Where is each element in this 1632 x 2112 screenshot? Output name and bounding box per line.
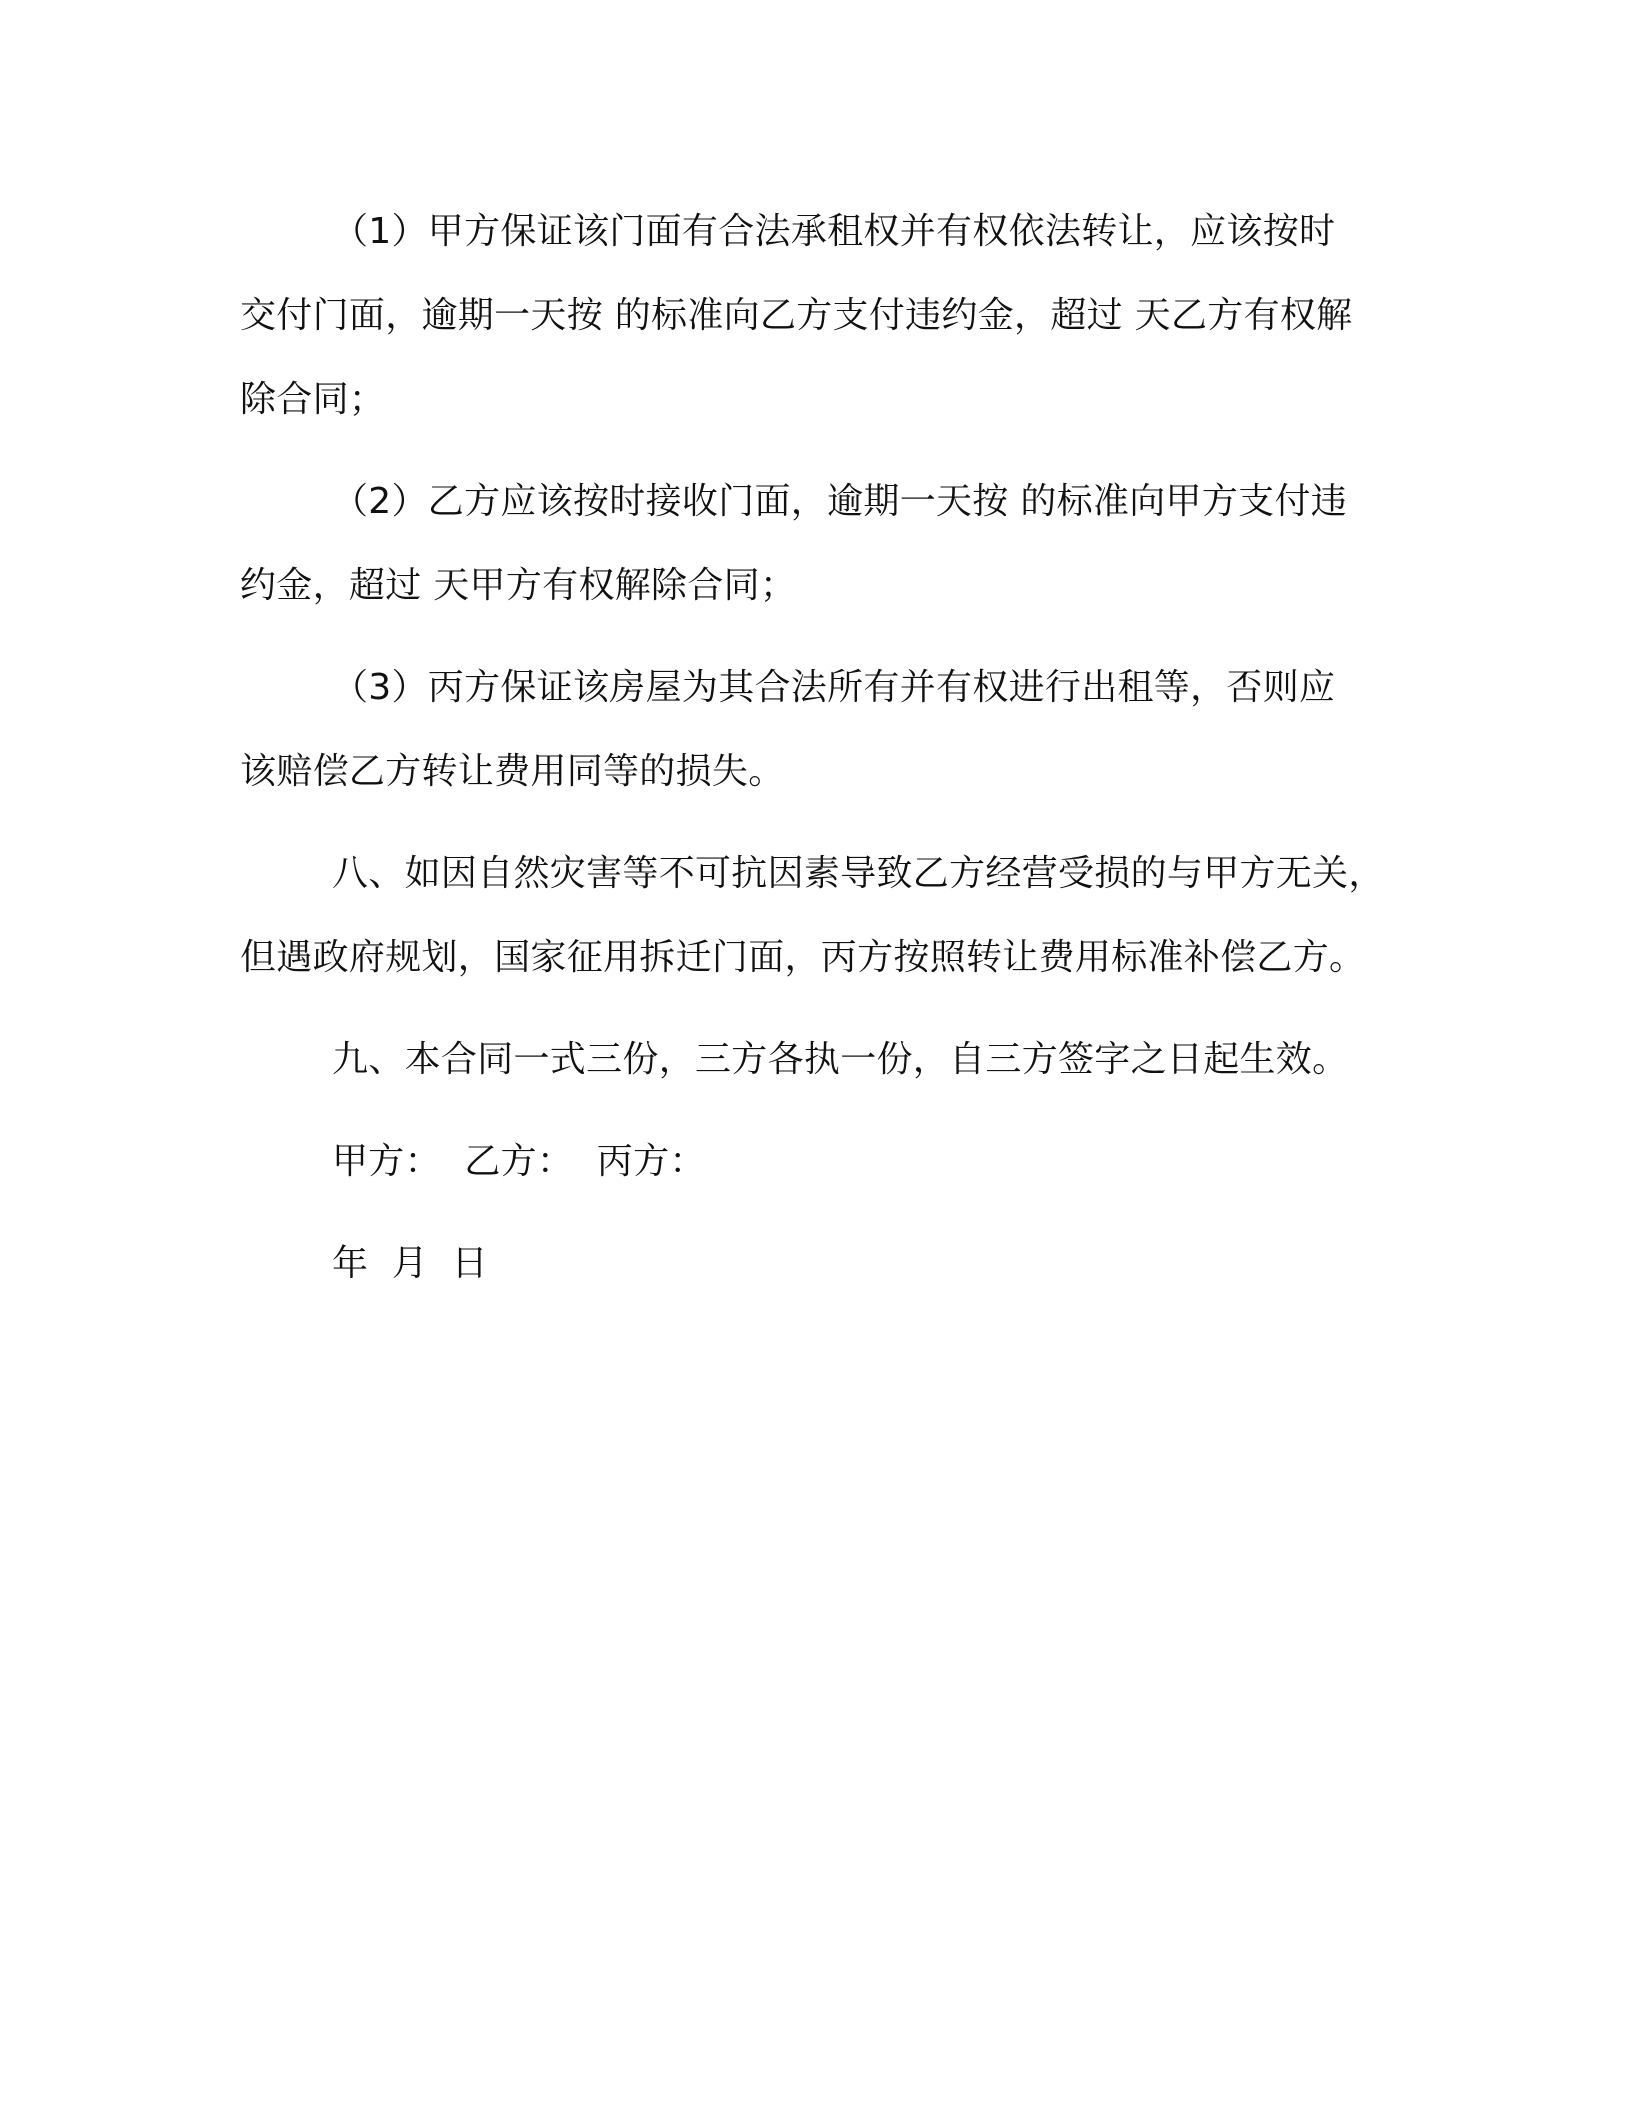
- clause-3: [240, 646, 1390, 814]
- clause-2-line-1: （2）乙方应该按时接收门面，逾期一天按 的标准向甲方支付违: [332, 481, 1348, 522]
- article-8: [240, 832, 1390, 1000]
- article-8-line-1: 八、如因自然灾害等不可抗因素导致乙方经营受损的与甲方无关，: [332, 853, 1385, 894]
- signature-parties: [240, 1120, 1390, 1204]
- clause-2-line-2: 约金，超过 天甲方有权解除合同；: [240, 565, 797, 606]
- signature-date: [240, 1222, 1390, 1306]
- article-8-line-2: 但遇政府规划，国家征用拆迁门面，丙方按照转让费用标准补偿乙方。: [240, 937, 1366, 978]
- clause-1-line-2: 交付门面，逾期一天按 的标准向乙方支付违约金，超过 天乙方有权解: [240, 295, 1353, 336]
- clause-1-line-1: （1）甲方保证该门面有合法承租权并有权依法转让，应该按时: [332, 211, 1336, 252]
- clause-3-line-2: 该赔偿乙方转让费用同等的损失。: [240, 751, 785, 792]
- article-9: [240, 1018, 1390, 1102]
- clause-1: [240, 190, 1390, 442]
- clause-3-line-1: （3）丙方保证该房屋为其合法所有并有权进行出租等，否则应: [332, 667, 1336, 708]
- clause-2: [240, 460, 1390, 628]
- clause-1-line-3: 除合同；: [240, 379, 386, 420]
- document-body: [240, 190, 1390, 1306]
- signature-parties-line: 甲方： 乙方： 丙方：: [332, 1141, 706, 1182]
- signature-date-line: 年 月 日: [332, 1243, 488, 1284]
- article-9-line-1: 九、本合同一式三份，三方各执一份，自三方签字之日起生效。: [332, 1039, 1349, 1080]
